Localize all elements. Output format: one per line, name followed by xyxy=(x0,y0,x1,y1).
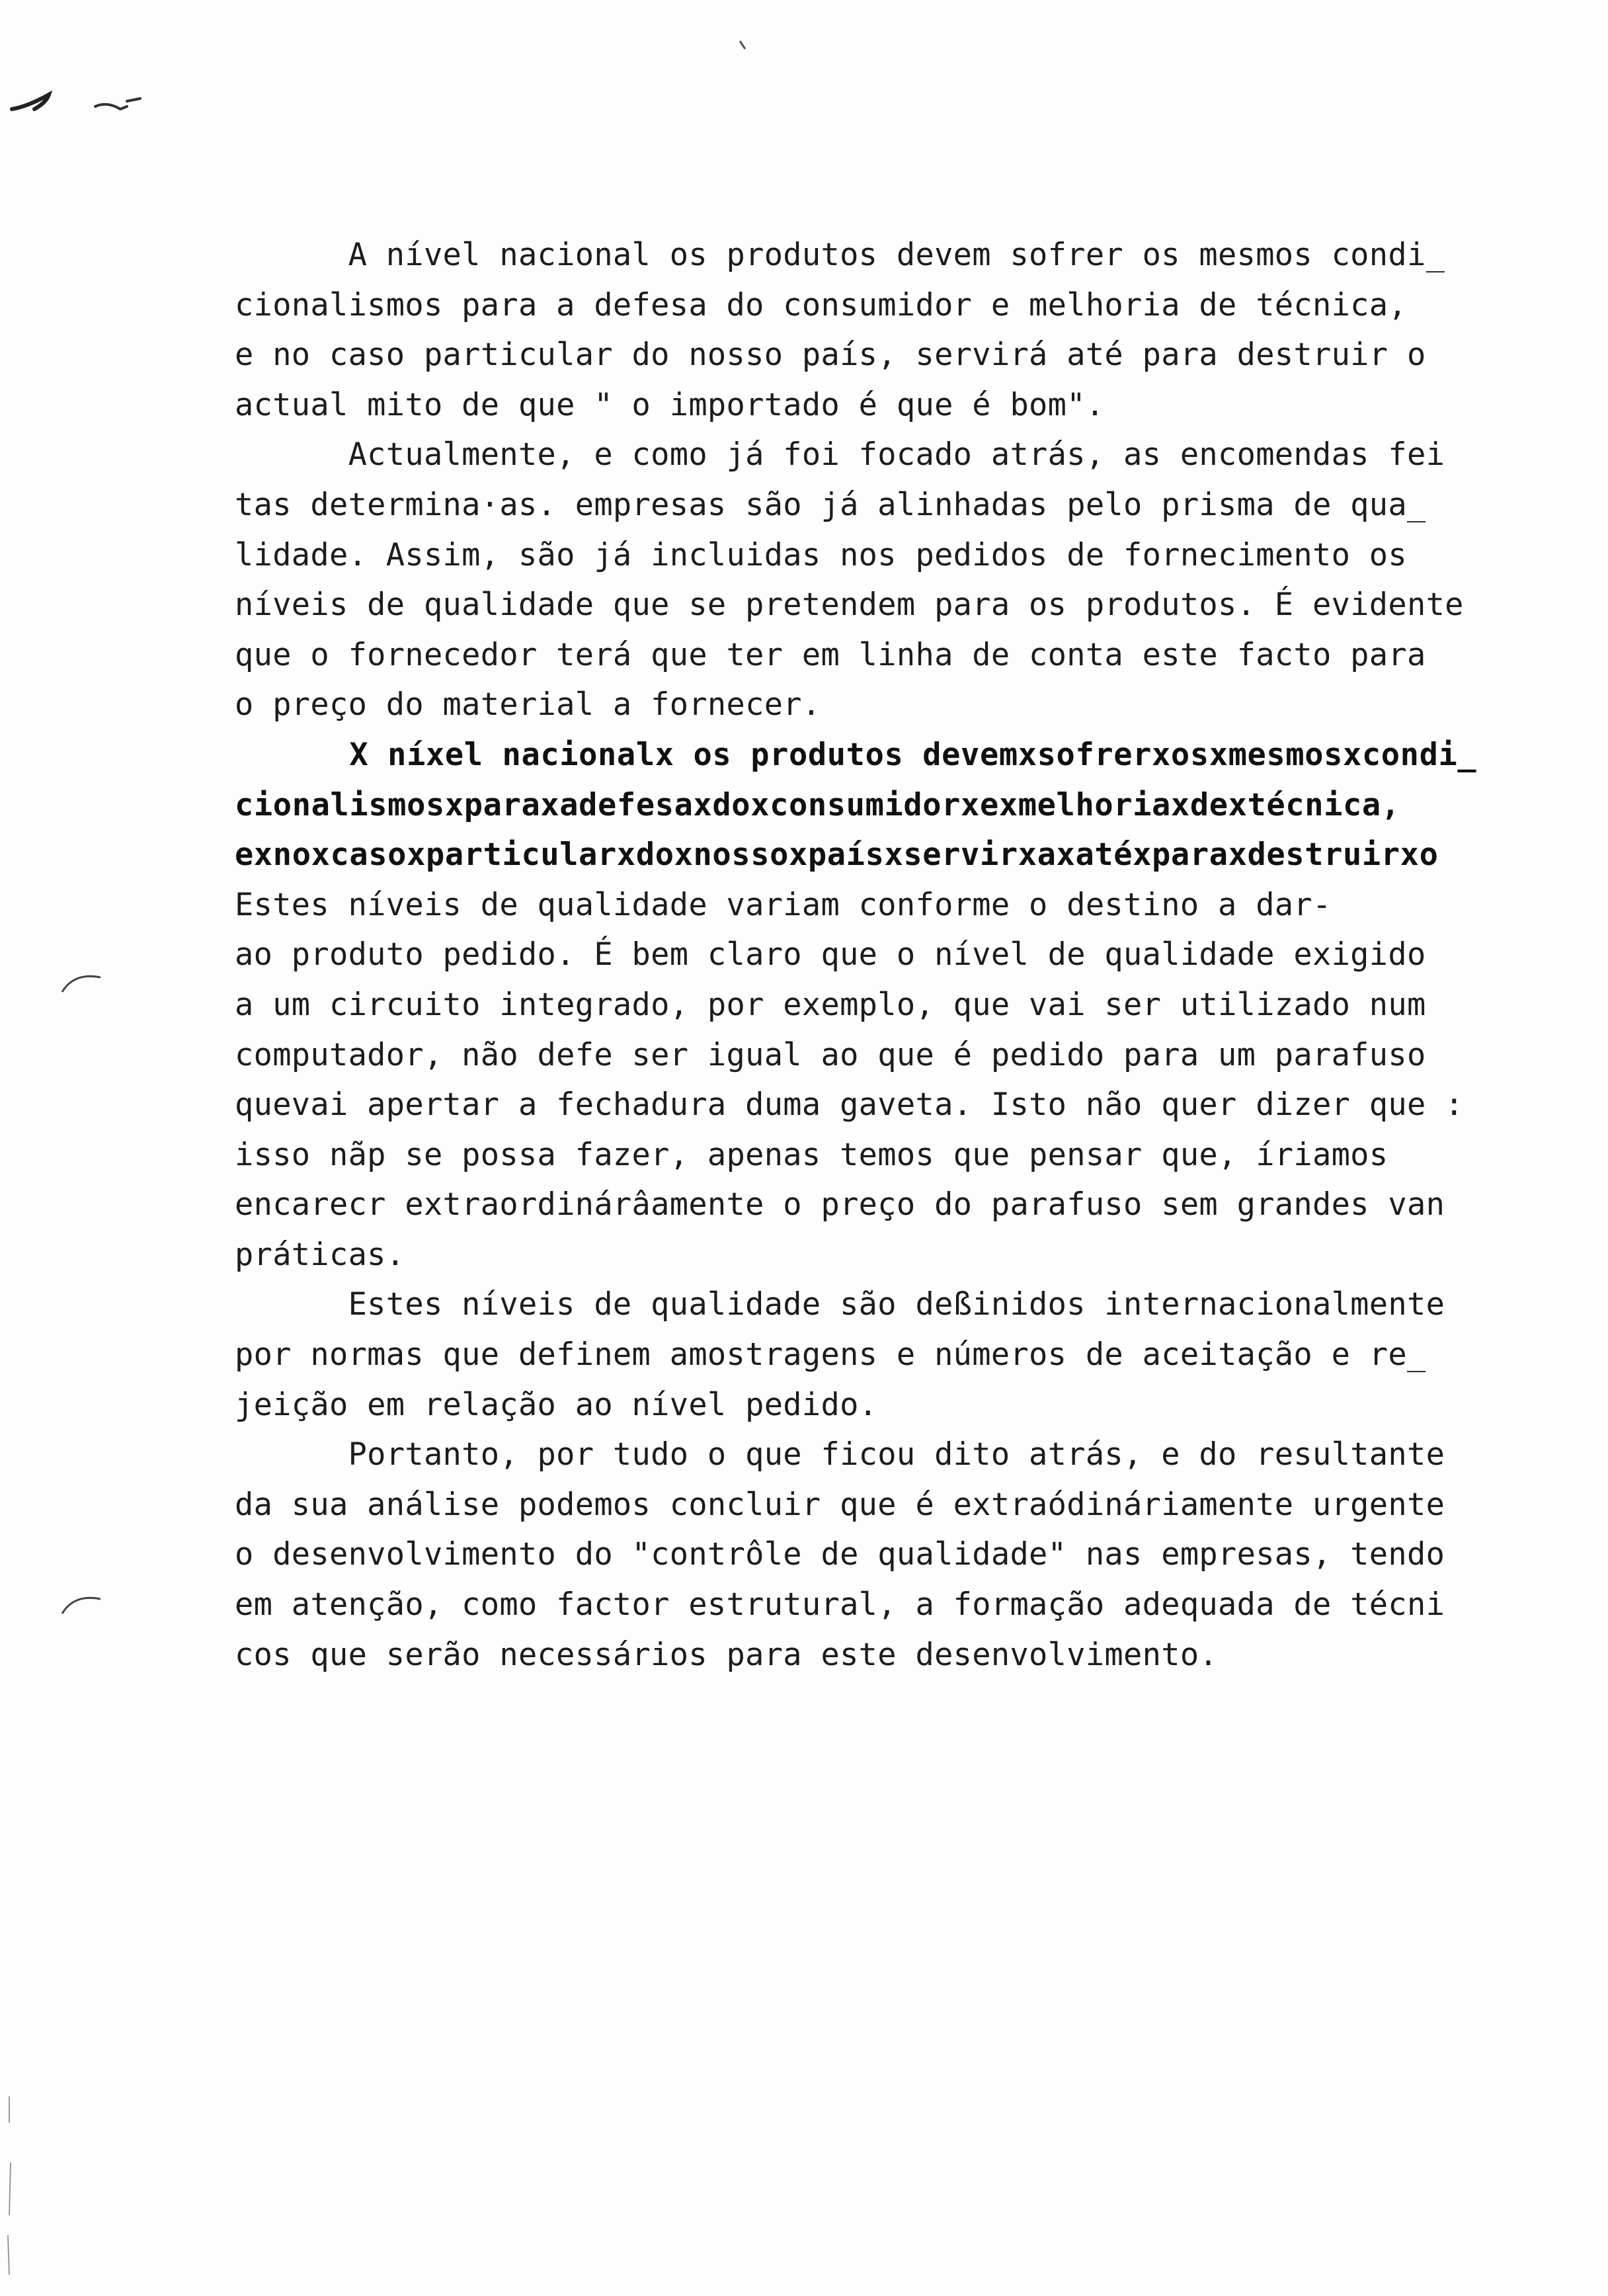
text-line: por normas que definem amostragens e números de aceitação e re_ xyxy=(235,1336,1426,1374)
text-line: a um circuito integrado, por exemplo, que vai ser utilizado num xyxy=(235,986,1426,1023)
text-line: computador, não defe ser igual ao que é pedido para um parafuso xyxy=(235,1036,1426,1073)
text-line: Actualmente, e como já foi focado atrás, as encomendas fei xyxy=(235,436,1445,473)
margin-arc-mark xyxy=(58,1587,104,1620)
speck-mark xyxy=(737,38,750,54)
text-line: cionalismos para a defesa do consumidor e melhoria de técnica, xyxy=(235,286,1407,323)
text-line: A nível nacional os produtos devem sofrer os mesmos condi_ xyxy=(235,237,1445,273)
text-line: tas determina·as. empresas são já alinhadas pelo prisma de qua_ xyxy=(235,486,1426,523)
text-line: da sua análise podemos concluir que é extraódináriamente urgente xyxy=(235,1486,1445,1523)
text-line: isso nãp se possa fazer, apenas temos que pensar que, íriamos xyxy=(235,1136,1388,1173)
text-line: jeição em relação ao nível pedido. xyxy=(235,1386,878,1423)
text-line: ao produto pedido. É bem claro que o nível de qualidade exigido xyxy=(235,936,1426,973)
struck-text-line: exnoxcasoxparticularxdoxnossoxpaísxservirxaxatéxparaxdestruirxo xyxy=(235,837,1439,874)
text-line: o preço do material a fornecer. xyxy=(235,686,821,723)
struck-text-line: X níxel nacionalx os produtos devemxsofrerxosxmesmosxcondi_ xyxy=(235,736,1477,773)
text-line: Estes níveis de qualidade variam conforme o destino a dar- xyxy=(235,886,1332,923)
margin-arc-mark xyxy=(58,965,104,999)
pen-mark xyxy=(8,83,147,122)
body-text xyxy=(235,230,1544,1680)
text-line: que o fornecedor terá que ter em linha de conta este facto para xyxy=(235,636,1426,673)
text-line: níveis de qualidade que se pretendem para os produtos. É evidente xyxy=(235,587,1464,624)
struck-text-line: cionalismosxparaxadefesaxdoxconsumidorxexmelhoriaxdextécnica, xyxy=(235,786,1400,823)
scan-edge-mark xyxy=(0,2083,20,2281)
text-line: actual mito de que " o importado é que é bom". xyxy=(235,386,1105,423)
text-line: encarecr extraordinárâamente o preço do parafuso sem grandes van xyxy=(235,1186,1445,1223)
text-line: práticas. xyxy=(235,1236,405,1273)
text-line: quevai apertar a fechadura duma gaveta. Isto não quer dizer que : xyxy=(235,1086,1464,1124)
text-line: Estes níveis de qualidade são deßinidos internacionalmente xyxy=(235,1286,1445,1323)
text-line: e no caso particular do nosso país, servirá até para destruir o xyxy=(235,337,1426,374)
text-line: cos que serão necessários para este desenvolvimento. xyxy=(235,1636,1219,1673)
text-line: Portanto, por tudo o que ficou dito atrás, e do resultante xyxy=(235,1436,1445,1473)
text-line: o desenvolvimento do "contrôle de qualidade" nas empresas, tendo xyxy=(235,1536,1445,1573)
text-line: em atenção, como factor estrutural, a formação adequada de técni xyxy=(235,1586,1445,1623)
text-line: lidade. Assim, são já incluidas nos pedidos de fornecimento os xyxy=(235,536,1407,573)
